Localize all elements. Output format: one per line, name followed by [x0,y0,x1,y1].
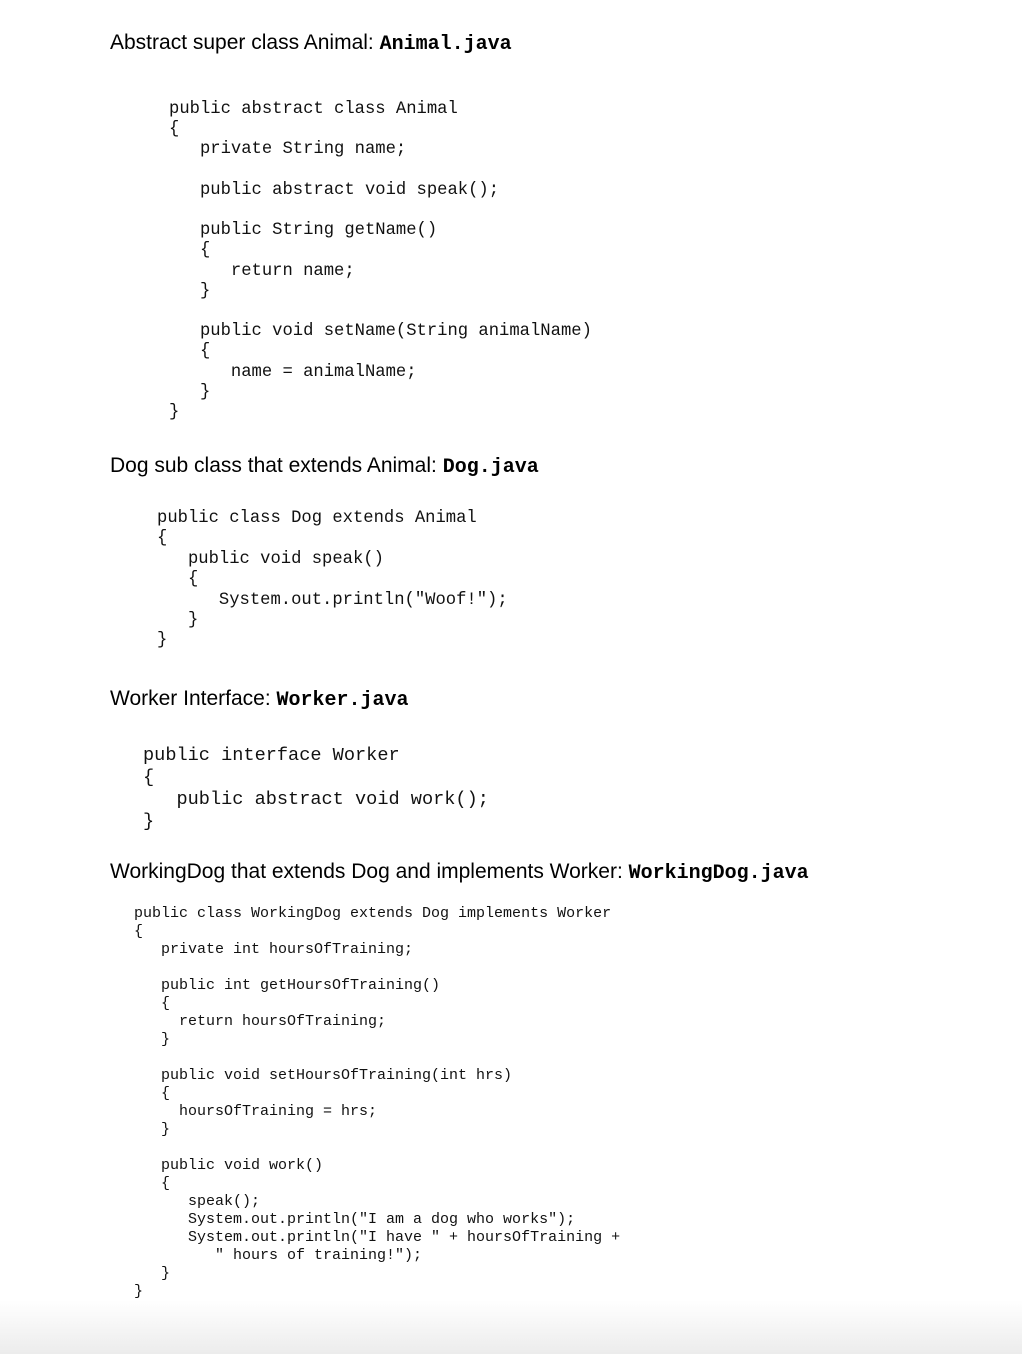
code-line: public abstract void speak(); [169,180,500,200]
code-line: private String name; [169,140,407,160]
code-line: } [169,403,180,423]
code-line: return hoursOfTraining; [134,1013,387,1030]
code-line [134,959,620,977]
code-line: public void setHoursOfTraining(int hrs) [134,1067,513,1084]
code-line [169,302,592,322]
code-line: public void setName(String animalName) [169,322,592,342]
section-heading-animal [110,31,512,57]
heading-text: Worker Interface: [110,687,277,710]
code-line: System.out.println("I have " + hoursOfTraining + [134,1229,621,1246]
code-line: { [134,1085,171,1102]
code-line: { [134,1175,171,1192]
code-line: " hours of training!"); [134,1247,423,1264]
code-line: public abstract class Animal [169,100,458,119]
code-line: name = animalName; [169,362,417,382]
code-line: { [157,529,168,549]
code-line: public abstract void work(); [143,788,489,810]
file-name: Worker.java [276,689,409,712]
code-line [169,161,592,181]
heading-text: Dog sub class that extends Animal: [110,454,443,477]
section-heading-dog [110,454,539,480]
section-heading-workingdog [110,860,809,886]
file-name: Animal.java [379,33,512,56]
heading-text: WorkingDog that extends Dog and implements Worker: [110,860,629,883]
file-name: Dog.java [442,456,539,479]
code-line: public void work() [134,1157,324,1174]
code-line: return name; [169,261,355,281]
code-line: System.out.println("Woof!"); [157,590,508,610]
code-line: public interface Worker [143,745,400,766]
code-line: { [143,766,155,788]
code-block-animal [169,100,592,423]
file-name: WorkingDog.java [628,862,809,885]
code-line: } [134,1283,144,1300]
code-line: } [134,1121,171,1138]
code-line: public class WorkingDog extends Dog implements Worker [134,905,612,922]
code-line: } [157,631,168,651]
code-block-workingdog [134,905,620,1301]
code-line: { [169,342,211,362]
code-line: } [157,611,199,631]
code-line: } [143,810,155,832]
code-line: } [169,382,211,402]
code-line: private int hoursOfTraining; [134,941,414,958]
code-line: { [169,241,211,261]
code-line [134,1139,620,1157]
code-line: public class Dog extends Animal [157,509,477,528]
code-line [134,1049,620,1067]
code-line: speak(); [134,1193,261,1210]
code-block-dog [157,509,508,652]
code-line: { [134,923,144,940]
code-line [169,201,592,221]
code-block-worker [143,745,489,833]
code-line: { [157,570,199,590]
code-line: { [169,120,180,140]
code-line: } [134,1031,171,1048]
code-line: } [134,1265,171,1282]
heading-text: Abstract super class Animal: [110,31,380,54]
section-heading-worker [110,687,409,713]
code-line: System.out.println("I am a dog who works"); [134,1211,576,1228]
code-line: } [169,281,211,301]
code-line: public String getName() [169,221,438,241]
code-line: public int getHoursOfTraining() [134,977,441,994]
code-line: hoursOfTraining = hrs; [134,1103,378,1120]
code-line: { [134,995,171,1012]
code-line: public void speak() [157,549,384,569]
